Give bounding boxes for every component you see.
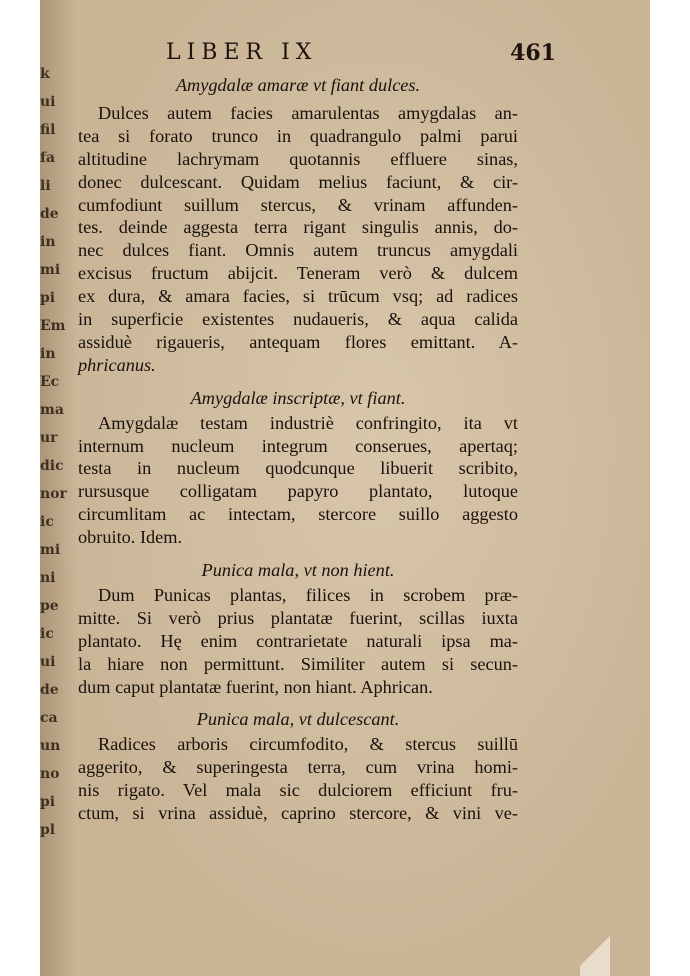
text-line: nec dulces fiant. Omnis autem truncus amygdali [78, 240, 518, 261]
bleed-glyph: dic [40, 458, 64, 474]
bleed-glyph: un [40, 738, 61, 754]
bleed-glyph: in [40, 346, 56, 362]
text-line: in superficie existentes nudaueris, & aqua calida [78, 309, 518, 330]
bleed-glyph: ur [40, 430, 58, 446]
text-line: cumfodiunt suillum stercus, & vrinam affunden- [78, 194, 518, 215]
text-line: Amygdalæ testam industriè confringito, ita vt [98, 412, 518, 433]
torn-corner [580, 926, 610, 976]
bleed-glyph: no [40, 766, 60, 782]
bleed-glyph: ic [40, 626, 54, 642]
section-heading: Amygdalæ amaræ vt fiant dulces. [175, 75, 421, 95]
bleed-glyph: k [40, 66, 50, 82]
text-line: excisus fructum abijcit. Teneram verò & dulcem [78, 263, 518, 284]
bleed-glyph: ca [40, 710, 58, 726]
bleed-glyph: de [40, 682, 59, 698]
text-line: Dulces autem facies amarulentas amygdalas an- [98, 103, 518, 123]
section-heading: Punica mala, vt dulcescant. [196, 709, 400, 730]
text-line: mitte. Si verò prius plantatæ fuerint, scillas iuxta [78, 607, 518, 628]
text-line: internum nucleum integrum conserues, apertaq; [78, 435, 518, 456]
text-line: rursusque colligatam papyro plantato, lutoque [78, 481, 518, 502]
text-line: Radices arboris circumfodito, & stercus suillū [98, 734, 518, 755]
facing-page-bleed [40, 60, 70, 920]
bleed-glyph: pi [40, 794, 56, 810]
text-line: ex dura, & amara facies, si trūcum vsq; ad radices [78, 286, 518, 307]
bleed-glyph: in [40, 234, 56, 250]
bleed-glyph: mi [40, 542, 61, 558]
bleed-glyph: pi [40, 290, 56, 306]
text-line: ctum, si vrina assiduè, caprino stercore, & vini ve- [78, 803, 518, 824]
text-line: donec dulcescant. Quidam melius faciunt, & cir- [78, 171, 518, 192]
text-line: nis rigato. Vel mala sic dulciorem efficiunt fru- [78, 780, 518, 801]
bleed-glyph: ni [40, 570, 56, 586]
bleed-glyph: ui [40, 654, 56, 670]
book-title: LIBER IX [166, 40, 318, 65]
text-line: assiduè rigaueris, antequam flores emittant. A- [78, 331, 518, 352]
text-line: tes. deinde aggesta terra rigant singulis annis, do- [78, 217, 518, 238]
running-header [166, 40, 556, 70]
text-line: Dum Punicas plantas, filices in scrobem præ- [98, 585, 518, 606]
text-line: aggerito, & superingesta terra, cum vrina homi- [78, 757, 518, 778]
bleed-glyph: mi [40, 262, 61, 278]
bleed-glyph: fa [40, 150, 56, 166]
section-heading: Amygdalæ inscriptæ, vt fiant. [190, 387, 406, 408]
text-line: tea si forato trunco in quadrangulo palmi parui [78, 125, 518, 146]
bleed-glyph: ic [40, 514, 54, 530]
bleed-glyph: ui [40, 94, 56, 110]
text-line: dum caput plantatæ fuerint, non hiant. Aphrican. [78, 676, 433, 697]
bleed-glyph: fil [40, 122, 56, 138]
text-line: testa in nucleum quodcunque libuerit scribito, [78, 458, 518, 479]
text-line: phricanus. [78, 354, 156, 375]
page-number: 461 [510, 40, 556, 66]
bleed-glyph: li [40, 178, 51, 194]
bleed-glyph: Em [40, 318, 66, 334]
text-line: altitudine lachrymam quotannis effluere sinas, [78, 148, 518, 169]
text-line: plantato. Hę enim contrarietate naturali ipsa ma- [78, 630, 518, 651]
bleed-glyph: pl [40, 822, 56, 838]
text-body [78, 72, 518, 825]
text-line: la hiare non permittunt. Similiter autem si secun- [78, 653, 518, 674]
bleed-glyph: nor [40, 486, 67, 502]
bleed-glyph: pe [40, 598, 59, 614]
bleed-glyph: Ec [40, 374, 60, 390]
text-line: circumlitam ac intectam, stercore suillo aggesto [78, 504, 518, 525]
bleed-glyph: ma [40, 402, 64, 418]
section-heading: Punica mala, vt non hient. [201, 560, 395, 581]
bleed-glyph: de [40, 206, 59, 222]
text-line: obruito. Idem. [78, 527, 183, 548]
